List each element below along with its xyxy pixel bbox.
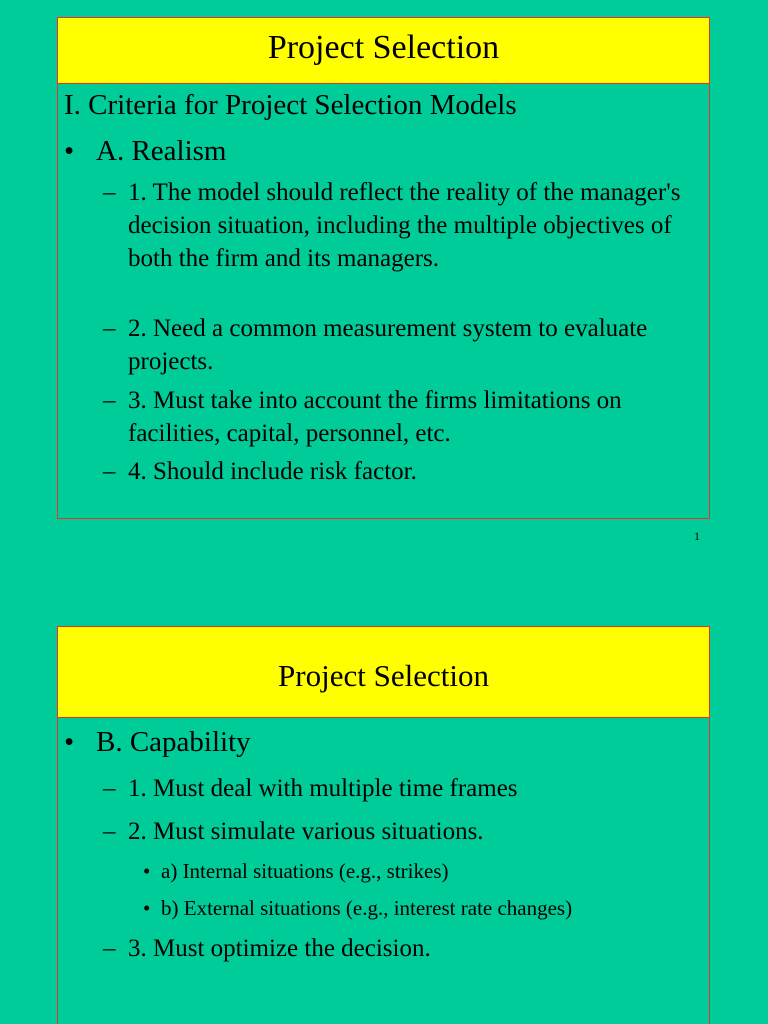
slide-2-item-2-text: 2. Must simulate various situations.	[128, 818, 484, 845]
slide-2-subitem-a-text: a) Internal situations (e.g., strikes)	[161, 859, 449, 883]
slide-2-item-3-text: 3. Must optimize the decision.	[128, 935, 431, 962]
page-number: 1	[694, 529, 700, 543]
dash-icon: –	[103, 387, 116, 414]
bullet-icon: •	[143, 896, 151, 920]
dash-icon: –	[103, 458, 116, 485]
dash-icon: –	[103, 818, 116, 845]
slide-1-item-3	[103, 384, 703, 450]
dash-icon: –	[103, 315, 116, 342]
slide-1-item-4-text: 4. Should include risk factor.	[128, 458, 417, 485]
slide-1-heading: I. Criteria for Project Selection Models	[64, 89, 517, 121]
slide-2-subitem-a	[143, 858, 449, 884]
slide-1-item-3-text: 3. Must take into account the firms limitations on facilities, capital, personnel, etc.	[128, 387, 622, 447]
slide-1-title: Project Selection	[58, 18, 709, 84]
slide-2-bullet-text: B. Capability	[96, 726, 251, 758]
slide-1-item-4	[103, 455, 703, 488]
slide-1-bullet	[64, 134, 227, 168]
slide-1-item-2-text: 2. Need a common measurement system to evaluate projects.	[128, 315, 648, 375]
dash-icon: –	[103, 935, 116, 962]
slide-1-item-1-text: 1. The model should reflect the reality of the manager's decision situation, including the multiple objectives of both the firm and its managers.	[128, 179, 681, 272]
slide-2-subitem-b	[143, 895, 572, 921]
slide-2-item-1	[103, 772, 703, 805]
slide-2-title: Project Selection	[58, 627, 709, 718]
slide-1-bullet-text: A. Realism	[96, 135, 227, 167]
bullet-icon: •	[64, 726, 75, 758]
bullet-icon: •	[64, 135, 75, 167]
slide-2-item-2	[103, 815, 703, 848]
dash-icon: –	[103, 775, 116, 802]
slide-2-bullet	[64, 725, 251, 759]
slide-1	[57, 17, 710, 519]
slide-2-subitem-b-text: b) External situations (e.g., interest rate changes)	[161, 896, 573, 920]
slide-2	[57, 626, 710, 1024]
slide-1-item-2	[103, 312, 703, 378]
slide-2-item-3	[103, 932, 703, 965]
bullet-icon: •	[143, 859, 151, 883]
slide-1-item-1	[103, 176, 703, 275]
dash-icon: –	[103, 179, 116, 206]
slide-2-item-1-text: 1. Must deal with multiple time frames	[128, 775, 518, 802]
